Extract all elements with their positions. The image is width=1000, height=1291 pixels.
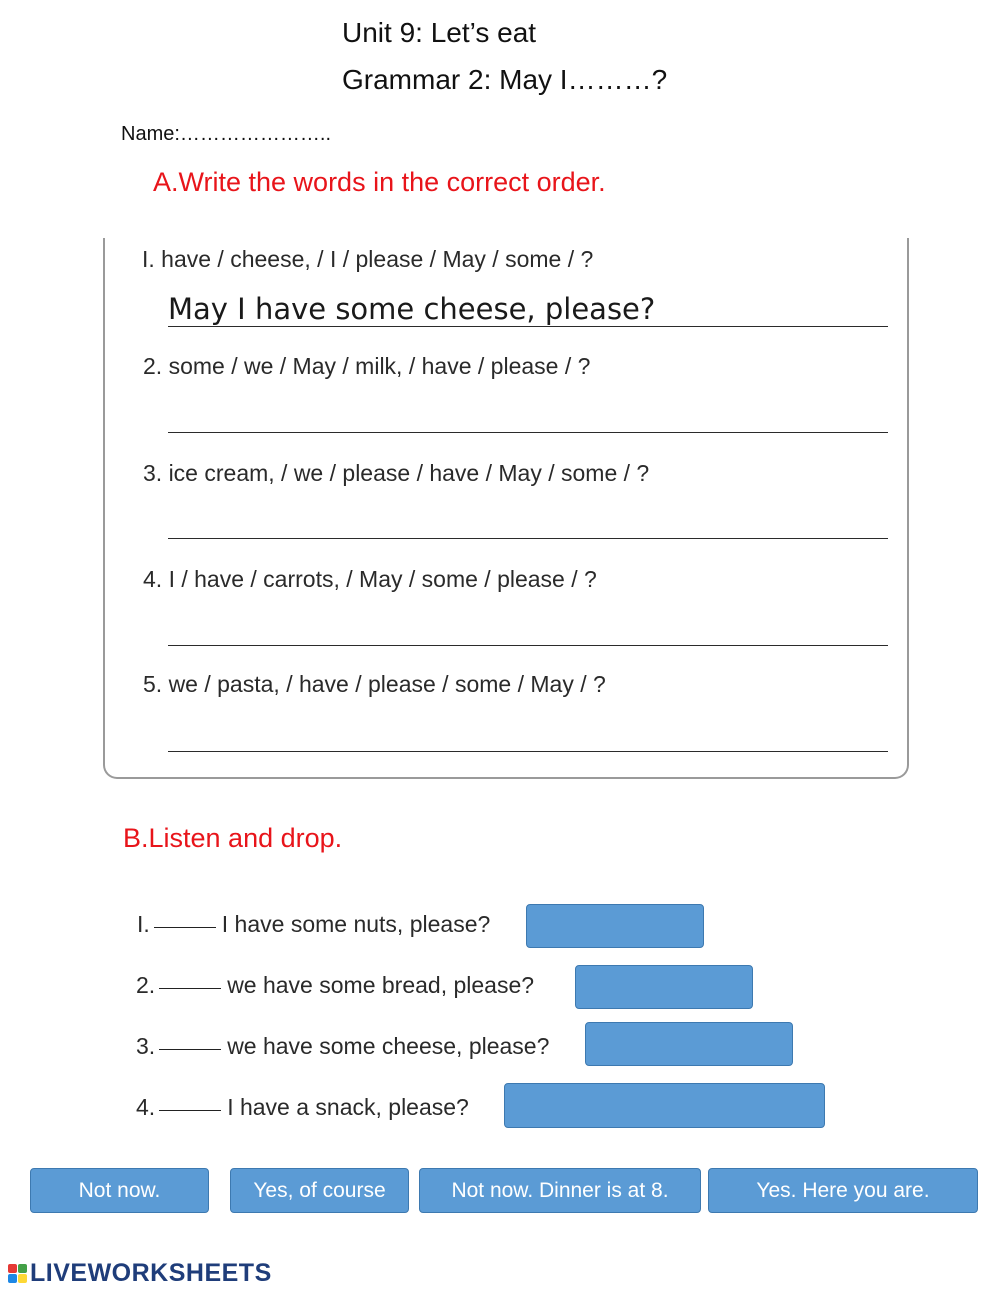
listen-item-4 (136, 1094, 469, 1121)
option-not-now[interactable]: Not now. (30, 1168, 209, 1213)
answer-line-5[interactable] (168, 751, 888, 752)
question-2-prompt: 2. some / we / May / milk, / have / please / ? (143, 353, 591, 379)
listen-item-3-text: we have some cheese, please? (227, 1033, 550, 1059)
logo-grid-icon (8, 1264, 27, 1283)
question-5-prompt: 5. we / pasta, / have / please / some / May / ? (143, 671, 606, 697)
listen-item-2-text: we have some bread, please? (227, 972, 535, 998)
answer-line-1[interactable] (168, 326, 888, 327)
worksheet-subtitle: Grammar 2: May I………? (342, 64, 668, 95)
listen-item-2-blank (159, 988, 221, 989)
listen-item-1-text: I have some nuts, please? (221, 911, 491, 937)
question-1-prompt: I. have / cheese, / I / please / May / some / ? (142, 246, 594, 272)
logo-square-green (18, 1264, 27, 1273)
name-field-label: Name:………………….. (121, 123, 332, 145)
drop-zone-2[interactable] (575, 965, 753, 1009)
listen-item-1-number: I. (137, 911, 150, 937)
section-a-heading: A.Write the words in the correct order. (153, 167, 606, 197)
question-4-prompt: 4. I / have / carrots, / May / some / please / ? (143, 566, 597, 592)
answer-line-4[interactable] (168, 645, 888, 646)
answer-line-2[interactable] (168, 432, 888, 433)
liveworksheets-logo (8, 1259, 272, 1288)
listen-item-3-blank (159, 1049, 221, 1050)
worksheet-title: Unit 9: Let’s eat (342, 17, 537, 48)
question-1-answer: May I have some cheese, please? (168, 292, 656, 326)
logo-square-yellow (18, 1274, 27, 1283)
logo-text: LIVEWORKSHEETS (30, 1259, 272, 1287)
drop-zone-3[interactable] (585, 1022, 793, 1066)
listen-item-4-blank (159, 1110, 221, 1111)
listen-item-2 (136, 972, 534, 999)
drop-zone-1[interactable] (526, 904, 704, 948)
listen-item-1-blank (154, 927, 216, 928)
logo-square-blue (8, 1274, 17, 1283)
listen-item-2-number: 2. (136, 972, 156, 998)
answer-line-3[interactable] (168, 538, 888, 539)
listen-item-1 (137, 911, 490, 938)
listen-item-4-text: I have a snack, please? (227, 1094, 469, 1120)
listen-item-3 (136, 1033, 549, 1060)
listen-item-4-number: 4. (136, 1094, 156, 1120)
drop-zone-4[interactable] (504, 1083, 825, 1128)
section-b-heading: B.Listen and drop. (123, 823, 343, 853)
option-yes-of-course[interactable]: Yes, of course (230, 1168, 409, 1213)
logo-square-red (8, 1264, 17, 1273)
option-yes-here-you-are[interactable]: Yes. Here you are. (708, 1168, 978, 1213)
question-3-prompt: 3. ice cream, / we / please / have / May / some / ? (143, 460, 650, 486)
listen-item-3-number: 3. (136, 1033, 156, 1059)
option-not-now-dinner[interactable]: Not now. Dinner is at 8. (419, 1168, 701, 1213)
